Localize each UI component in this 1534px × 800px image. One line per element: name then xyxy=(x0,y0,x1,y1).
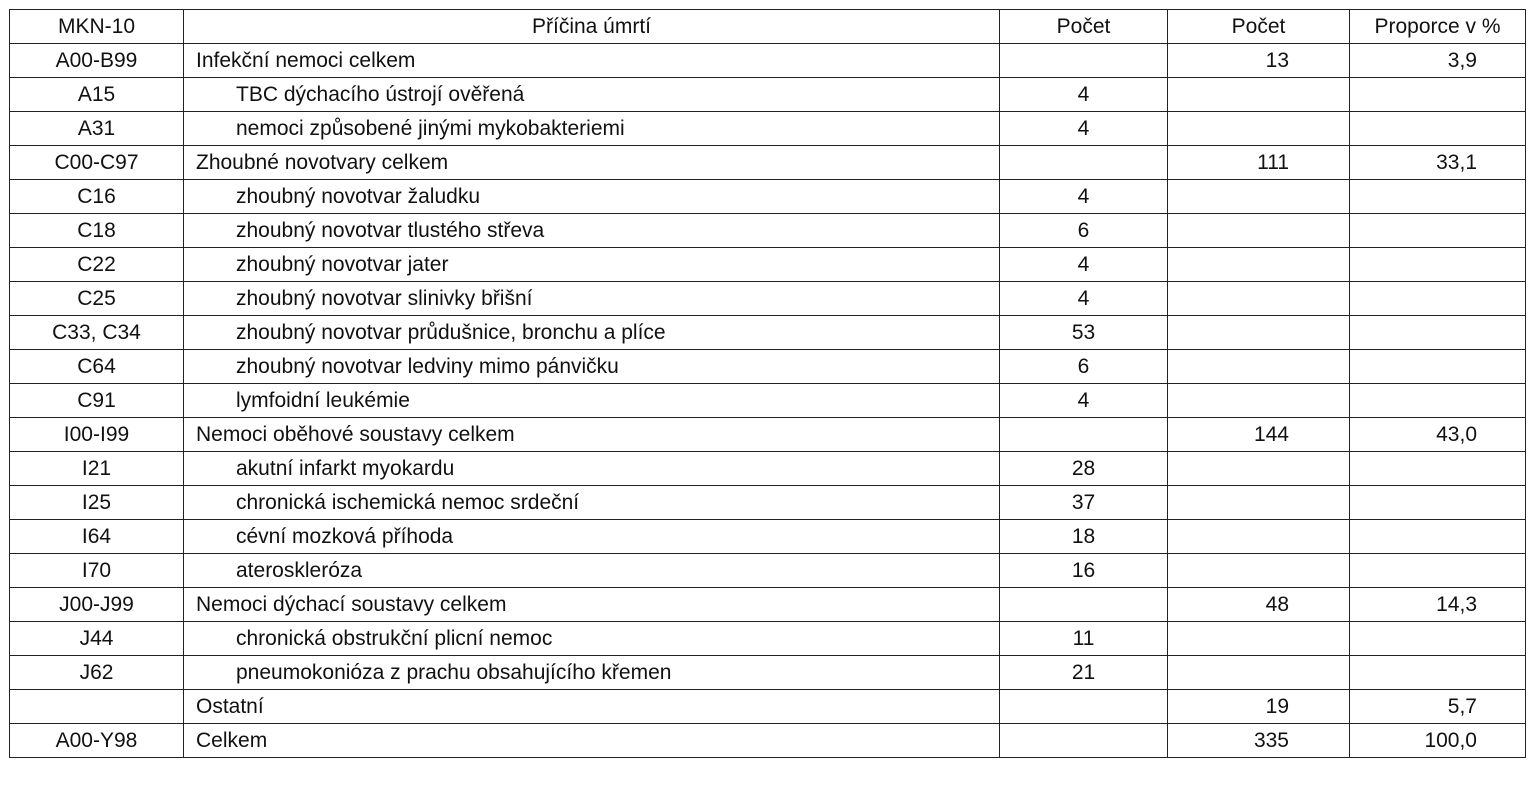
cell-code: C64 xyxy=(10,350,184,384)
cell-cause: akutní infarkt myokardu xyxy=(184,452,1000,486)
cell-cause: lymfoidní leukémie xyxy=(184,384,1000,418)
cell-count-total xyxy=(1168,520,1350,554)
cell-count-sub: 6 xyxy=(1000,214,1168,248)
cell-cause: zhoubný novotvar slinivky břišní xyxy=(184,282,1000,316)
cell-count-total xyxy=(1168,350,1350,384)
header-cause: Příčina úmrtí xyxy=(184,10,1000,44)
cell-count-sub: 6 xyxy=(1000,350,1168,384)
table-row xyxy=(10,384,1526,418)
cell-cause: TBC dýchacího ústrojí ověřená xyxy=(184,78,1000,112)
cell-code: C00-C97 xyxy=(10,146,184,180)
table-row xyxy=(10,248,1526,282)
cell-proportion xyxy=(1350,350,1526,384)
table-row xyxy=(10,214,1526,248)
cell-code xyxy=(10,690,184,724)
cell-code: I00-I99 xyxy=(10,418,184,452)
cell-count-total xyxy=(1168,78,1350,112)
cell-count-sub xyxy=(1000,418,1168,452)
cell-proportion xyxy=(1350,656,1526,690)
cell-proportion: 3,9 xyxy=(1350,44,1526,78)
cell-proportion xyxy=(1350,214,1526,248)
table-row xyxy=(10,418,1526,452)
cell-count-sub: 21 xyxy=(1000,656,1168,690)
cell-cause: chronická obstrukční plicní nemoc xyxy=(184,622,1000,656)
cell-proportion xyxy=(1350,282,1526,316)
cell-proportion: 33,1 xyxy=(1350,146,1526,180)
cell-count-sub: 28 xyxy=(1000,452,1168,486)
cell-proportion xyxy=(1350,452,1526,486)
cell-count-total: 144 xyxy=(1168,418,1350,452)
cell-count-total: 111 xyxy=(1168,146,1350,180)
table-row xyxy=(10,350,1526,384)
cell-proportion xyxy=(1350,520,1526,554)
cell-count-sub: 16 xyxy=(1000,554,1168,588)
cell-code: A00-B99 xyxy=(10,44,184,78)
cell-code: J00-J99 xyxy=(10,588,184,622)
cell-cause: Ostatní xyxy=(184,690,1000,724)
cell-code: I64 xyxy=(10,520,184,554)
header-code: MKN-10 xyxy=(10,10,184,44)
table-row xyxy=(10,622,1526,656)
cell-count-total xyxy=(1168,452,1350,486)
cell-cause: cévní mozková příhoda xyxy=(184,520,1000,554)
table-row xyxy=(10,78,1526,112)
cell-proportion xyxy=(1350,554,1526,588)
cell-cause: Nemoci oběhové soustavy celkem xyxy=(184,418,1000,452)
cell-count-total xyxy=(1168,112,1350,146)
cell-count-sub xyxy=(1000,44,1168,78)
cell-cause: Infekční nemoci celkem xyxy=(184,44,1000,78)
cell-proportion xyxy=(1350,622,1526,656)
cell-count-sub: 11 xyxy=(1000,622,1168,656)
cell-count-sub: 4 xyxy=(1000,248,1168,282)
table-row xyxy=(10,452,1526,486)
cell-code: A00-Y98 xyxy=(10,724,184,758)
cell-proportion xyxy=(1350,112,1526,146)
cell-count-sub: 4 xyxy=(1000,112,1168,146)
cell-code: C33, C34 xyxy=(10,316,184,350)
table-row xyxy=(10,588,1526,622)
cell-cause: zhoubný novotvar tlustého střeva xyxy=(184,214,1000,248)
cell-code: I70 xyxy=(10,554,184,588)
cell-code: C18 xyxy=(10,214,184,248)
cell-code: I25 xyxy=(10,486,184,520)
cell-count-total xyxy=(1168,282,1350,316)
cell-code: A15 xyxy=(10,78,184,112)
cell-count-sub xyxy=(1000,588,1168,622)
cell-count-total: 19 xyxy=(1168,690,1350,724)
cell-count-sub xyxy=(1000,146,1168,180)
cell-code: C91 xyxy=(10,384,184,418)
header-count-total: Počet xyxy=(1168,10,1350,44)
cell-count-sub: 53 xyxy=(1000,316,1168,350)
cell-proportion: 100,0 xyxy=(1350,724,1526,758)
table-row xyxy=(10,554,1526,588)
cell-proportion: 5,7 xyxy=(1350,690,1526,724)
cell-cause: zhoubný novotvar ledviny mimo pánvičku xyxy=(184,350,1000,384)
cell-cause: zhoubný novotvar průdušnice, bronchu a plíce xyxy=(184,316,1000,350)
cell-proportion: 14,3 xyxy=(1350,588,1526,622)
cell-cause: zhoubný novotvar žaludku xyxy=(184,180,1000,214)
cell-count-sub: 18 xyxy=(1000,520,1168,554)
cell-count-sub: 4 xyxy=(1000,384,1168,418)
cell-count-sub: 4 xyxy=(1000,78,1168,112)
cell-cause: Celkem xyxy=(184,724,1000,758)
header-count-sub: Počet xyxy=(1000,10,1168,44)
cell-cause: nemoci způsobené jinými mykobakteriemi xyxy=(184,112,1000,146)
table-row xyxy=(10,146,1526,180)
header-proportion: Proporce v % xyxy=(1350,10,1526,44)
cell-cause: Nemoci dýchací soustavy celkem xyxy=(184,588,1000,622)
cell-proportion: 43,0 xyxy=(1350,418,1526,452)
cell-count-total xyxy=(1168,180,1350,214)
cell-code: J44 xyxy=(10,622,184,656)
cell-count-total xyxy=(1168,554,1350,588)
mortality-table xyxy=(9,9,1526,758)
cell-proportion xyxy=(1350,486,1526,520)
table-row xyxy=(10,656,1526,690)
header-row xyxy=(10,10,1526,44)
cell-code: A31 xyxy=(10,112,184,146)
cell-code: C25 xyxy=(10,282,184,316)
table-row xyxy=(10,316,1526,350)
cell-count-total xyxy=(1168,384,1350,418)
cell-count-sub xyxy=(1000,690,1168,724)
cell-proportion xyxy=(1350,180,1526,214)
cell-cause: Zhoubné novotvary celkem xyxy=(184,146,1000,180)
mortality-table-container xyxy=(9,9,1525,758)
table-row xyxy=(10,180,1526,214)
cell-code: C22 xyxy=(10,248,184,282)
cell-count-sub: 4 xyxy=(1000,282,1168,316)
cell-cause: chronická ischemická nemoc srdeční xyxy=(184,486,1000,520)
cell-code: J62 xyxy=(10,656,184,690)
table-row xyxy=(10,724,1526,758)
cell-proportion xyxy=(1350,248,1526,282)
cell-proportion xyxy=(1350,316,1526,350)
cell-count-total xyxy=(1168,316,1350,350)
table-row xyxy=(10,486,1526,520)
table-row xyxy=(10,520,1526,554)
cell-count-sub xyxy=(1000,724,1168,758)
cell-proportion xyxy=(1350,78,1526,112)
cell-code: I21 xyxy=(10,452,184,486)
cell-count-total xyxy=(1168,248,1350,282)
cell-count-sub: 37 xyxy=(1000,486,1168,520)
cell-count-total xyxy=(1168,656,1350,690)
cell-count-total: 335 xyxy=(1168,724,1350,758)
cell-count-total: 48 xyxy=(1168,588,1350,622)
table-row xyxy=(10,282,1526,316)
table-row xyxy=(10,690,1526,724)
cell-code: C16 xyxy=(10,180,184,214)
cell-proportion xyxy=(1350,384,1526,418)
cell-count-total: 13 xyxy=(1168,44,1350,78)
cell-cause: ateroskleróza xyxy=(184,554,1000,588)
cell-cause: pneumokonióza z prachu obsahujícího křemen xyxy=(184,656,1000,690)
table-body xyxy=(10,44,1526,758)
cell-count-sub: 4 xyxy=(1000,180,1168,214)
table-row xyxy=(10,112,1526,146)
cell-count-total xyxy=(1168,486,1350,520)
table-row xyxy=(10,44,1526,78)
cell-cause: zhoubný novotvar jater xyxy=(184,248,1000,282)
cell-count-total xyxy=(1168,622,1350,656)
cell-count-total xyxy=(1168,214,1350,248)
